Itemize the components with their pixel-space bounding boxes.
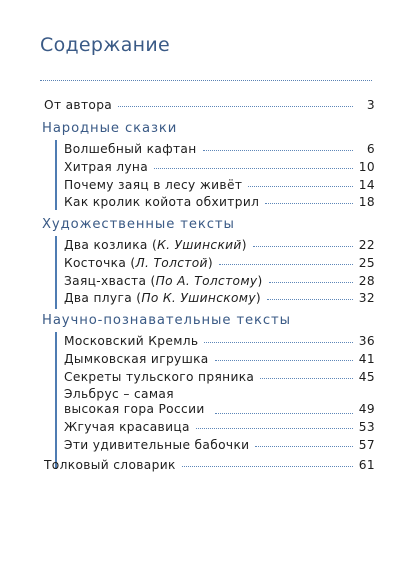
toc-page-number: 45 <box>358 370 375 384</box>
toc-page-number: 36 <box>358 334 375 348</box>
toc-entry-label: Как кролик койота обхитрил <box>64 195 260 209</box>
author-name: Л. Толстой <box>135 256 208 270</box>
toc-page-number: 57 <box>358 438 375 452</box>
toc-page-number: 53 <box>358 420 375 434</box>
dot-leader <box>255 446 352 447</box>
dot-leader <box>260 378 353 379</box>
toc-entry[interactable] <box>64 351 375 367</box>
dot-leader <box>154 168 353 169</box>
toc-page-number: 6 <box>366 142 375 156</box>
section-bar-literary-texts <box>55 236 57 309</box>
toc-entry-author-note[interactable] <box>44 97 375 113</box>
dot-leader <box>267 299 353 300</box>
toc-page-number: 32 <box>358 291 375 305</box>
dot-leader <box>219 264 353 265</box>
dot-leader <box>269 282 353 283</box>
toc-page-number: 28 <box>358 274 375 288</box>
section-bar-science-texts <box>55 332 57 469</box>
toc-page-number: 10 <box>358 160 375 174</box>
section-heading-science-texts: Научно-познавательные тексты <box>42 313 291 328</box>
toc-entry[interactable] <box>64 290 375 306</box>
dot-leader <box>215 360 353 361</box>
toc-page-number: 3 <box>366 98 375 112</box>
section-heading-literary-texts: Художественные тексты <box>42 217 235 232</box>
toc-entry[interactable] <box>64 255 375 271</box>
toc-entry-label: От автора <box>44 98 113 112</box>
toc-entry-label: Эти удивительные бабочки <box>64 438 250 452</box>
toc-entry[interactable] <box>64 387 375 417</box>
dot-leader <box>248 186 353 187</box>
toc-entry-label: Косточка (Л. Толстой) <box>64 256 213 270</box>
dot-leader <box>196 428 353 429</box>
toc-entry[interactable] <box>64 369 375 385</box>
toc-page-number: 49 <box>358 402 375 416</box>
toc-entry[interactable] <box>64 437 375 453</box>
dot-leader <box>182 466 353 467</box>
toc-page-number: 14 <box>358 178 375 192</box>
toc-page-number: 41 <box>358 352 375 366</box>
toc-entry-label: Эльбрус – самая высокая гора России <box>64 387 205 416</box>
toc-entry[interactable] <box>64 333 375 349</box>
toc-entry-label: Волшебный кафтан <box>64 142 197 156</box>
page-title: Содержание <box>40 34 170 56</box>
dot-leader <box>118 106 353 107</box>
section-heading-folk-tales: Народные сказки <box>42 121 178 136</box>
toc-entry[interactable] <box>64 141 375 157</box>
toc-entry-label: Дымковская игрушка <box>64 352 209 366</box>
toc-page-number: 18 <box>358 195 375 209</box>
toc-entry[interactable] <box>64 273 375 289</box>
toc-entry-glossary[interactable] <box>44 457 375 473</box>
dot-leader <box>204 342 352 343</box>
toc-entry-label: Московский Кремль <box>64 334 199 348</box>
dot-leader <box>265 203 353 204</box>
author-name: К. Ушинский <box>157 238 242 252</box>
toc-entry[interactable] <box>64 177 375 193</box>
toc-page-number: 61 <box>358 458 375 472</box>
author-name: По К. Ушинскому <box>141 291 256 305</box>
toc-entry-label: Секреты тульского пряника <box>64 370 255 384</box>
dot-leader <box>253 246 353 247</box>
toc-entry[interactable] <box>64 419 375 435</box>
toc-page-number: 25 <box>358 256 375 270</box>
toc-entry-label: Хитрая луна <box>64 160 149 174</box>
toc-entry-label: Два плуга (По К. Ушинскому) <box>64 291 262 305</box>
toc-entry-label: Два козлика (К. Ушинский) <box>64 238 247 252</box>
dot-leader <box>215 413 353 414</box>
toc-entry-label: Жгучая красавица <box>64 420 190 434</box>
toc-entry[interactable] <box>64 237 375 253</box>
toc-entry-label: Заяц-хваста (По А. Толстому) <box>64 274 263 288</box>
section-bar-folk-tales <box>55 140 57 210</box>
author-name: По А. Толстому <box>155 274 258 288</box>
toc-entry[interactable] <box>64 159 375 175</box>
toc-entry-label: Почему заяц в лесу живёт <box>64 178 243 192</box>
toc-page-number: 22 <box>358 238 375 252</box>
dot-leader <box>203 150 353 151</box>
toc-entry[interactable] <box>64 194 375 210</box>
toc-entry-label: Толковый словарик <box>44 458 176 472</box>
